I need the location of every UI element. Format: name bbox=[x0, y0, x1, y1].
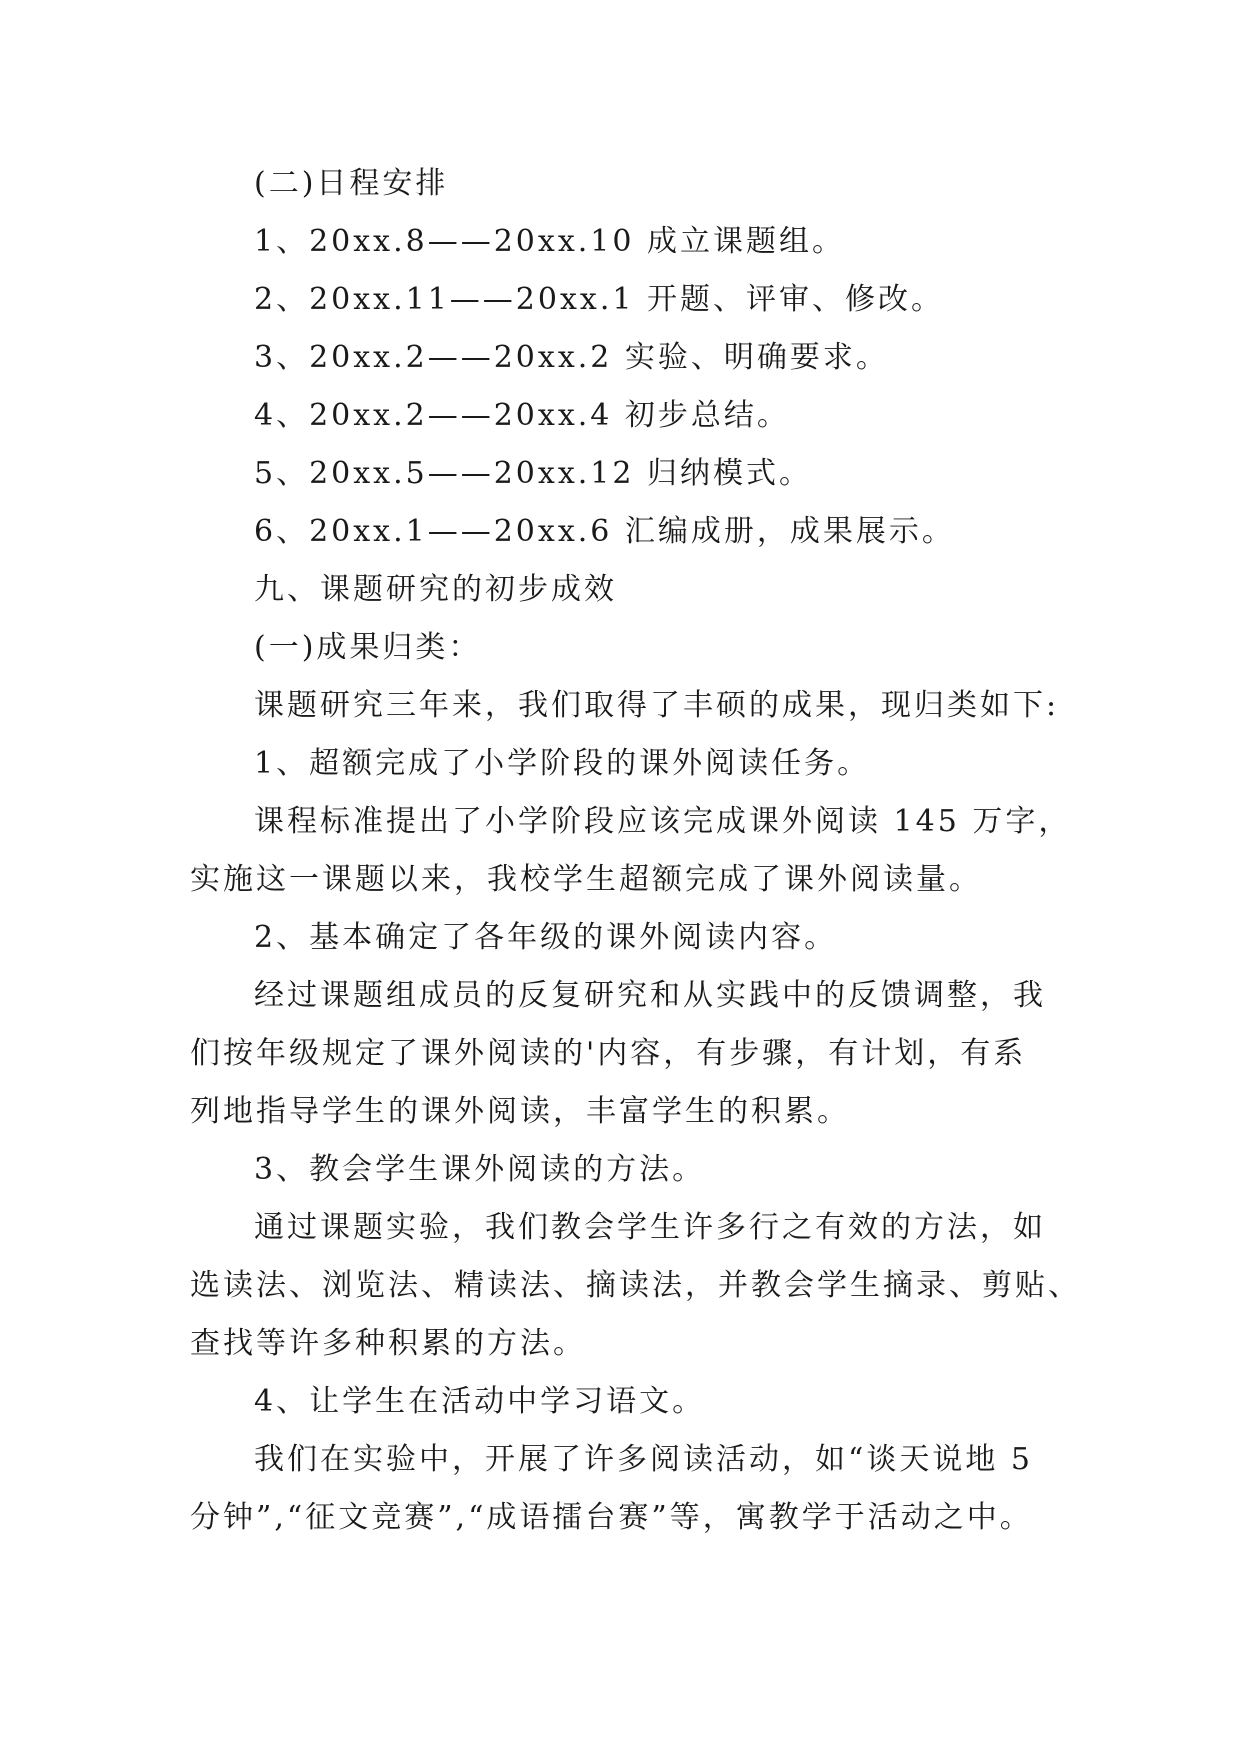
paragraph-line: 通过课题实验，我们教会学生许多行之有效的方法，如 bbox=[254, 1210, 1046, 1245]
schedule-item-3: 3、20xx.2——20xx.2 实验、明确要求。 bbox=[254, 340, 889, 375]
paragraph-line: 列地指导学生的课外阅读，丰富学生的积累。 bbox=[190, 1094, 850, 1129]
schedule-item-5: 5、20xx.5——20xx.12 归纳模式。 bbox=[254, 456, 812, 491]
paragraph-line: 课程标准提出了小学阶段应该完成课外阅读 145 万字， bbox=[254, 804, 1072, 839]
result-heading-3: 3、教会学生课外阅读的方法。 bbox=[254, 1152, 706, 1187]
schedule-item-6: 6、20xx.1——20xx.6 汇编成册，成果展示。 bbox=[254, 514, 955, 549]
paragraph-line: 课题研究三年来，我们取得了丰硕的成果，现归类如下: bbox=[254, 688, 1060, 723]
paragraph-line: 经过课题组成员的反复研究和从实践中的反馈调整，我 bbox=[254, 978, 1046, 1013]
schedule-item-2: 2、20xx.11——20xx.1 开题、评审、修改。 bbox=[254, 282, 944, 317]
schedule-item-4: 4、20xx.2——20xx.4 初步总结。 bbox=[254, 398, 790, 433]
result-heading-1: 1、超额完成了小学阶段的课外阅读任务。 bbox=[254, 746, 871, 781]
paragraph-line: 查找等许多种积累的方法。 bbox=[190, 1326, 586, 1361]
result-heading-4: 4、让学生在活动中学习语文。 bbox=[254, 1384, 706, 1419]
subsection-heading-classification: (一)成果归类： bbox=[254, 630, 482, 665]
schedule-item-1: 1、20xx.8——20xx.10 成立课题组。 bbox=[254, 224, 845, 259]
paragraph-line: 我们在实验中，开展了许多阅读活动，如“谈天说地 5 bbox=[254, 1442, 1033, 1477]
paragraph-line: 实施这一课题以来，我校学生超额完成了课外阅读量。 bbox=[190, 862, 982, 897]
result-heading-2: 2、基本确定了各年级的课外阅读内容。 bbox=[254, 920, 838, 955]
document-body bbox=[190, 155, 1081, 1547]
section-heading-results: 九、课题研究的初步成效 bbox=[254, 572, 617, 607]
paragraph-line: 们按年级规定了课外阅读的'内容，有步骤，有计划，有系 bbox=[190, 1036, 1027, 1071]
paragraph-line: 选读法、浏览法、精读法、摘读法，并教会学生摘录、剪贴、 bbox=[190, 1268, 1081, 1303]
subsection-heading-schedule: (二)日程安排 bbox=[254, 166, 449, 201]
paragraph-line: 分钟”,“征文竞赛”,“成语擂台赛”等，寓教学于活动之中。 bbox=[190, 1500, 1033, 1535]
